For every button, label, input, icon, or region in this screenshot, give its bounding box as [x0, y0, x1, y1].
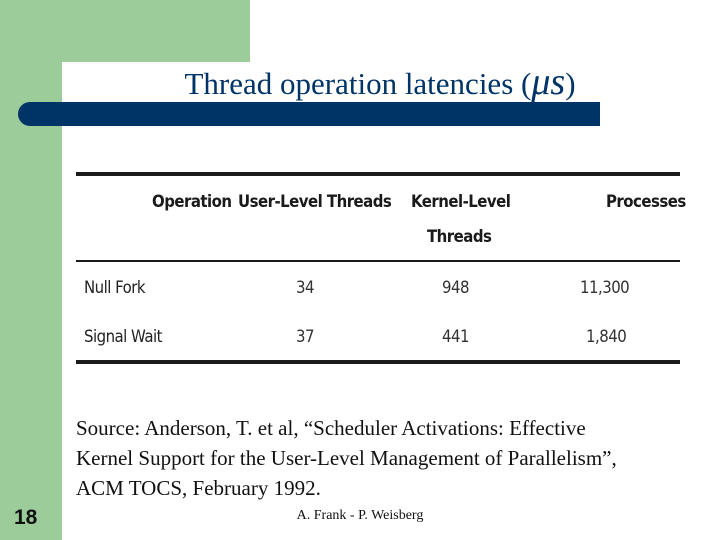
- table-bottom-rule: [76, 360, 680, 364]
- row-1-user: 34: [296, 278, 314, 298]
- latency-table: [76, 172, 686, 364]
- table-top-rule: [76, 172, 680, 176]
- header-user-level: User-Level Threads: [238, 192, 392, 212]
- table-header-rule: [76, 260, 680, 262]
- title-underline-bar: [18, 102, 600, 126]
- source-line-1: Source: Anderson, T. et al, “Scheduler Activations: Effective: [76, 416, 586, 440]
- row-1-kernel: 948: [442, 278, 469, 298]
- row-2-kernel: 441: [442, 327, 469, 347]
- header-operation: Operation: [152, 192, 232, 212]
- row-2-operation: Signal Wait: [84, 327, 162, 347]
- header-processes: Processes: [606, 192, 686, 212]
- source-line-3: ACM TOCS, February 1992.: [76, 476, 321, 500]
- source-citation: [76, 413, 706, 503]
- footer-authors: A. Frank - P. Weisberg: [296, 508, 424, 523]
- slide-title: [140, 62, 620, 104]
- row-2-user: 37: [296, 327, 314, 347]
- source-line-2: Kernel Support for the User-Level Management of Parallelism”,: [76, 446, 617, 470]
- header-kernel-level: Kernel-Level: [411, 192, 511, 212]
- decor-green-sidebar: [0, 0, 62, 540]
- title-unit: μs: [531, 61, 566, 103]
- title-prefix: Thread operation latencies (: [184, 66, 532, 101]
- row-1-processes: 11,300: [580, 278, 630, 298]
- title-suffix: ): [565, 66, 576, 101]
- row-1-operation: Null Fork: [84, 278, 146, 298]
- row-2-processes: 1,840: [586, 327, 627, 347]
- header-kernel-threads: Threads: [427, 227, 492, 247]
- page-number: 18: [14, 506, 38, 529]
